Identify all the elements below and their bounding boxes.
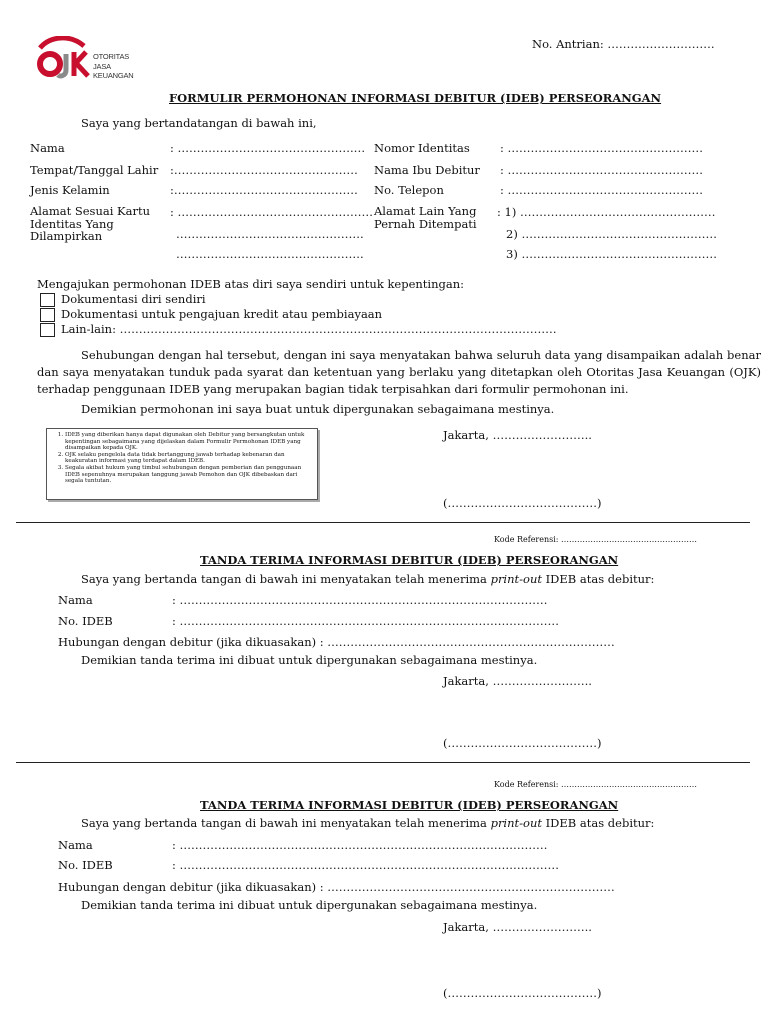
field-alamat-line-2[interactable]: …………………………………………. [176, 227, 364, 241]
note-item: 2. OJK selaku pengelola data tidak bertanggung jawab terhadap kebenaran dan keakuratan informasi yang terdapat dalam IDEB. [65, 452, 311, 465]
field-ttl-label: Tempat/Tanggal Lahir [30, 163, 159, 177]
receipt-closing: Demikian tanda terima ini dibuat untuk dipergunakan sebagaimana mestinya. [81, 653, 538, 667]
form-title: FORMULIR PERMOHONAN INFORMASI DEBITUR (IDEB) PERSEORANGAN [169, 91, 662, 105]
receipt-intro-pre: Saya yang bertanda tangan di bawah ini menyatakan telah menerima [81, 572, 491, 586]
divider [16, 762, 750, 763]
signature-line[interactable]: (…………………………………) [443, 496, 602, 510]
field-alamat-lain-label: Alamat Lain Yang Pernah Ditempati [374, 204, 477, 231]
logo-line-2: JASA [93, 61, 111, 71]
receipt-hubungan[interactable]: Hubungan dengan debitur (jika dikuasakan) : ………………………………………………………………… [58, 635, 615, 649]
receipt-intro [81, 816, 654, 830]
statement-paragraph [37, 347, 761, 398]
receipt-nama-value[interactable]: : …………………………………………………………………………………… [172, 838, 548, 852]
field-alamat-line-3[interactable]: …………………………………………. [176, 247, 364, 261]
queue-number: No. Antrian: ………………………. [532, 37, 715, 51]
logo-text [93, 52, 134, 81]
note-item: 3. Segala akibat hukum yang timbul sehubungan dengan pemberian dan penggunaan IDEB sepenuhnya merupakan tanggung jawab Pemohon dan OJK dibebaskan dari segala tuntutan. [65, 465, 311, 485]
form-intro: Saya yang bertandatangan di bawah ini, [81, 116, 317, 130]
receipt-intro-em: print-out [490, 816, 542, 830]
receipt-ideb-label: No. IDEB [58, 858, 113, 872]
receipt-intro-post: IDEB atas debitur: [541, 572, 655, 586]
option-pengajuan-kredit: Dokumentasi untuk pengajuan kredit atau pembiayaan [61, 307, 383, 321]
place-date[interactable]: Jakarta, …………………….. [443, 428, 592, 442]
receipt-intro-pre: Saya yang bertanda tangan di bawah ini menyatakan telah menerima [81, 816, 491, 830]
receipt-nama-label: Nama [58, 838, 93, 852]
receipt-hubungan[interactable]: Hubungan dengan debitur (jika dikuasakan) : ………………………………………………………………… [58, 880, 615, 894]
receipt-title: TANDA TERIMA INFORMASI DEBITUR (IDEB) PERSEORANGAN [200, 798, 619, 812]
note-item: 1. IDEB yang diberikan hanya dapat digunakan oleh Debitur yang bersangkutan untuk kepentingan sebagaimana yang dijelaskan dalam Formulir Permohonan IDEB yang disampaikan kepada OJK. [65, 432, 311, 452]
receipt-intro-em: print-out [490, 572, 542, 586]
field-nama-label: Nama [30, 141, 65, 155]
purpose-intro: Mengajukan permohonan IDEB atas diri saya sendiri untuk kepentingan: [37, 277, 465, 291]
receipt-closing: Demikian tanda terima ini dibuat untuk dipergunakan sebagaimana mestinya. [81, 898, 538, 912]
checkbox-lain-lain[interactable] [40, 323, 55, 337]
receipt-nama-label: Nama [58, 593, 93, 607]
ojk-logo-icon [36, 36, 92, 82]
field-nomor-identitas-label: Nomor Identitas [374, 141, 470, 155]
receipt-signature-line[interactable]: (…………………………………) [443, 986, 602, 1000]
option-dokumentasi-diri: Dokumentasi diri sendiri [61, 292, 206, 306]
field-ibu-label: Nama Ibu Debitur [374, 163, 480, 177]
field-jenis-kelamin-label: Jenis Kelamin [30, 183, 110, 197]
field-ibu-value[interactable]: : …………………………………………… [500, 163, 704, 177]
field-alamat-label: Alamat Sesuai Kartu Identitas Yang Dilampirkan [30, 204, 151, 243]
divider [16, 522, 750, 523]
checkbox-pengajuan-kredit[interactable] [40, 308, 55, 322]
receipt-intro-post: IDEB atas debitur: [541, 816, 655, 830]
receipt-signature-line[interactable]: (…………………………………) [443, 736, 602, 750]
receipt-place-date[interactable]: Jakarta, …………………….. [443, 920, 592, 934]
field-nama-value[interactable]: : ……………………………………….… [170, 141, 366, 155]
field-alamat-value[interactable]: : …………………………………………… [170, 205, 374, 219]
checkbox-dokumentasi-diri[interactable] [40, 293, 55, 307]
closing-statement: Demikian permohonan ini saya buat untuk dipergunakan sebagaimana mestinya. [81, 402, 555, 416]
kode-referensi[interactable]: Kode Referensi: …………………………………………… [494, 535, 698, 544]
receipt-nama-value[interactable]: : …………………………………………………………………………………… [172, 593, 548, 607]
field-nomor-identitas-value[interactable]: : …………………………………………… [500, 141, 704, 155]
kode-referensi[interactable]: Kode Referensi: …………………………………………… [494, 780, 698, 789]
field-alamat-lain-3[interactable]: 3) …………………………………………… [506, 247, 717, 261]
terms-notes-box [46, 428, 318, 500]
logo-line-3: KEUANGAN [93, 71, 134, 80]
receipt-place-date[interactable]: Jakarta, …………………….. [443, 674, 592, 688]
receipt-ideb-value[interactable]: : ……………………………………………………………………………………… [172, 858, 560, 872]
field-ttl-value[interactable]: :………………………………………… [170, 163, 358, 177]
receipt-title: TANDA TERIMA INFORMASI DEBITUR (IDEB) PERSEORANGAN [200, 553, 619, 567]
ojk-logo [36, 36, 92, 82]
field-telepon-label: No. Telepon [374, 183, 444, 197]
logo-line-1: OTORITAS [93, 52, 130, 61]
field-jenis-kelamin-value[interactable]: :………………………………………… [170, 183, 358, 197]
receipt-ideb-value[interactable]: : ……………………………………………………………………………………… [172, 614, 560, 628]
field-alamat-lain-1[interactable]: : 1) …………………………………………… [497, 205, 716, 219]
statement-text: Sehubungan dengan hal tersebut, dengan ini saya menyatakan bahwa seluruh data yang disampaikan adalah benar dan saya menyatakan tunduk pada syarat dan ketentuan yang berlaku yang ditetapkan oleh Otoritas Jasa Keuangan (OJK) terhadap penggunaan IDEB yang merupakan bagian tidak terpisahkan dari formulir permohonan ini. [37, 348, 761, 396]
field-alamat-lain-2[interactable]: 2) …………………………………………… [506, 227, 717, 241]
option-lain-lain[interactable]: Lain-lain: …………………………………………………………………………………………………… [61, 322, 557, 336]
receipt-ideb-label: No. IDEB [58, 614, 113, 628]
receipt-intro [81, 572, 654, 586]
field-telepon-value[interactable]: : …………………………………………… [500, 183, 704, 197]
